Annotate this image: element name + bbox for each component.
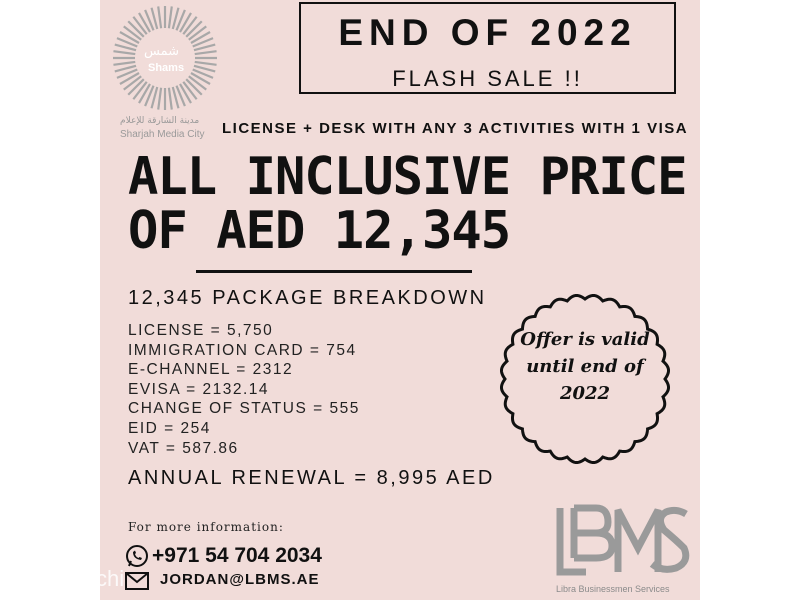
headline-subtitle: FLASH SALE !!: [392, 66, 583, 91]
breakdown-list: [128, 321, 360, 458]
breakdown-item: CHANGE OF STATUS = 555: [128, 400, 360, 418]
breakdown-item: E-CHANNEL = 2312: [128, 361, 294, 379]
lbms-logo: [552, 502, 690, 598]
price-line-2: OF AED 12,345: [128, 201, 511, 261]
logo-arabic-subtitle: مدينة الشارقة للإعلام: [120, 116, 200, 126]
annual-renewal: ANNUAL RENEWAL = 8,995 AED: [128, 467, 495, 489]
email-address[interactable]: JORDAN@LBMS.AE: [160, 571, 320, 588]
more-info-label: For more information:: [128, 520, 284, 534]
flyer: [96, 0, 700, 600]
breakdown-item: VAT = 587.86: [128, 439, 239, 457]
price-underline: [196, 270, 472, 273]
breakdown-item: IMMIGRATION CARD = 754: [128, 341, 357, 359]
breakdown-item: LICENSE = 5,750: [128, 322, 274, 339]
logo-arabic-name: شمس: [144, 44, 179, 59]
stamp-line-3: 2022: [559, 383, 611, 404]
watermark: chi: [96, 566, 125, 591]
stamp-line-2: until end of: [526, 356, 644, 377]
lbms-logo-mark: [552, 502, 690, 582]
package-line: LICENSE + DESK WITH ANY 3 ACTIVITIES WITH 1 VISA: [222, 120, 689, 137]
lbms-tagline: Libra Businessmen Services: [556, 584, 670, 594]
phone-number[interactable]: +971 54 704 2034: [152, 544, 322, 567]
stamp-line-1: Offer is valid: [520, 329, 650, 350]
envelope-icon: [125, 572, 149, 590]
price-heading: [128, 147, 687, 261]
shams-logo: [112, 4, 218, 140]
breakdown-item: EID = 254: [128, 419, 211, 437]
whatsapp-icon: [124, 544, 150, 570]
headline-title: END OF 2022: [338, 12, 637, 53]
logo-english-name: Shams: [148, 62, 185, 74]
logo-english-subtitle: Sharjah Media City: [120, 129, 205, 140]
offer-stamp-text: [496, 326, 674, 407]
price-line-1: ALL INCLUSIVE PRICE: [128, 147, 687, 207]
headline-box: [299, 2, 676, 94]
breakdown-item: EVISA = 2132.14: [128, 380, 269, 398]
breakdown-title: 12,345 PACKAGE BREAKDOWN: [128, 287, 487, 309]
sunburst-icon: [112, 4, 218, 116]
